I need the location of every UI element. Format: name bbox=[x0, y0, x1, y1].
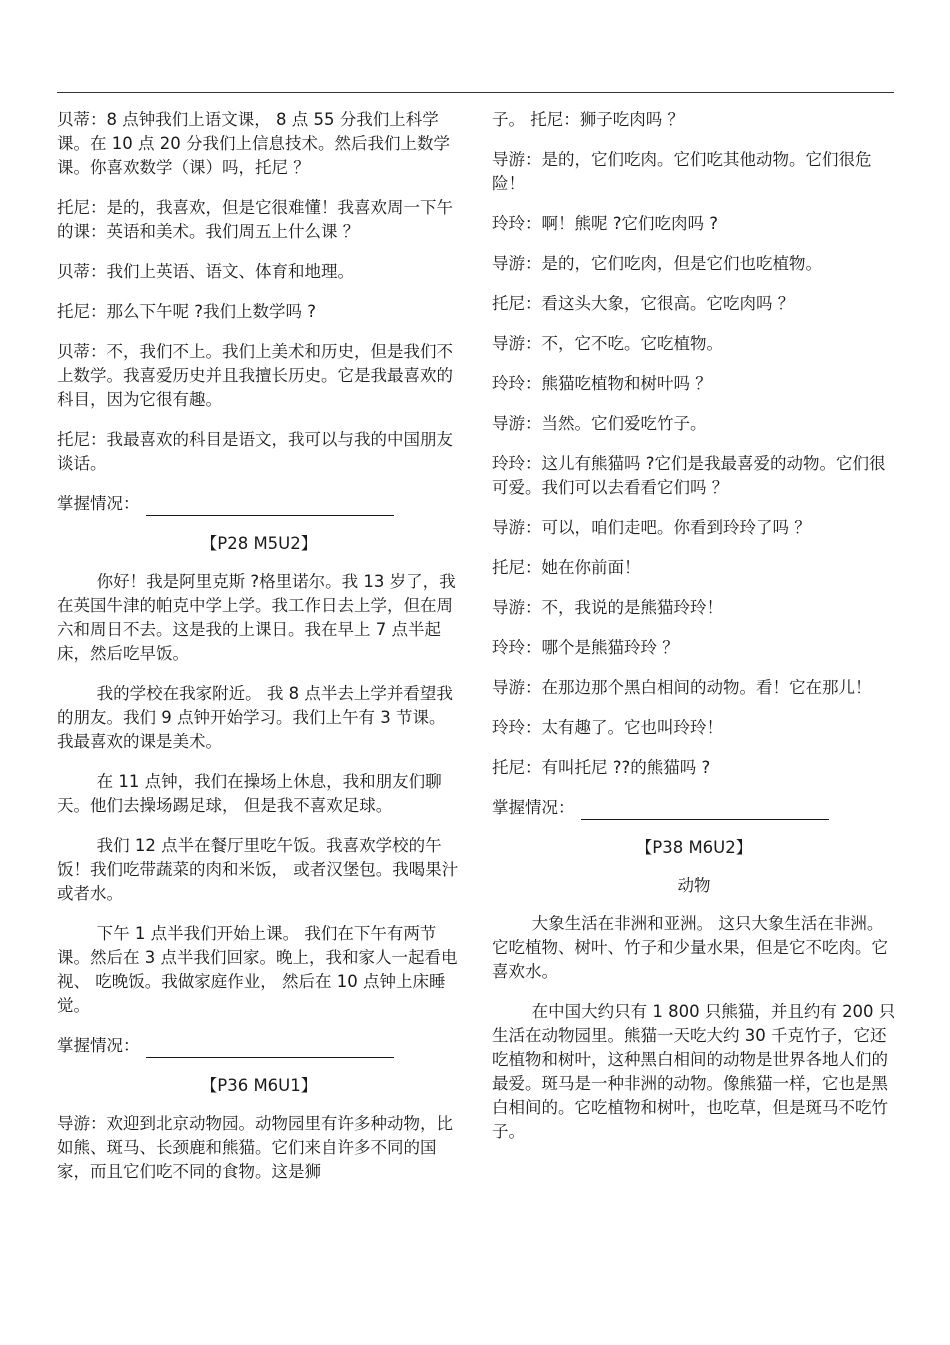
dialogue-line: 导游：是的，它们吃肉，但是它们也吃植物。 bbox=[492, 254, 822, 273]
paragraph: 导游：欢迎到北京动物园。动物园里有许多种动物，比如熊、斑马、长颈鹿和熊猫。它们来自许多不同的国家，而且它们吃不同的食物。这是狮 bbox=[57, 1114, 453, 1181]
paragraph: 你好！我是阿里克斯 ?格里诺尔。我 13 岁了，我在英国牛津的帕克中学上学。我工作日去上学，但在周六和周日不去。这是我的上课日。我在早上 7 点半起床，然后吃早饭。 bbox=[57, 572, 456, 663]
paragraph: 我们 12 点半在餐厅里吃午饭。我喜欢学校的午饭！我们吃带蔬菜的肉和米饭， 或者汉堡包。我喝果汁或者水。 bbox=[57, 836, 459, 903]
mastery-label: 掌握情况： bbox=[492, 798, 575, 817]
dialogue-line: 玲玲：啊！熊呢 ?它们吃肉吗 ? bbox=[492, 214, 719, 233]
paragraph: 在中国大约只有 1 800 只熊猫，并且约有 200 只生活在动物园里。熊猫一天吃大约 30 千克竹子，它还吃植物和树叶，这种黑白相间的动物是世界各地人们的最爱。斑马是一种非洲的动物。像熊猫一样，它也是黑白相间的。它吃植物和树叶，也吃草，但是斑马不吃竹子。 bbox=[492, 1002, 896, 1141]
paragraph: 在 11 点钟，我们在操场上休息，我和朋友们聊天。他们去操场踢足球， 但是我不喜欢足球。 bbox=[57, 772, 442, 815]
dialogue-line: 导游：在那边那个黑白相间的动物。看！它在那儿！ bbox=[492, 678, 872, 697]
mastery-label: 掌握情况： bbox=[57, 1036, 140, 1055]
section-heading: 【P36 M6U1】 bbox=[200, 1076, 318, 1095]
dialogue-line: 贝蒂：我们上英语、语文、体育和地理。 bbox=[57, 262, 354, 281]
dialogue-line: 导游：不，它不吃。它吃植物。 bbox=[492, 334, 723, 353]
dialogue-line: 托尼：有叫托尼 ??的熊猫吗 ? bbox=[492, 758, 711, 777]
dialogue-line: 托尼：我最喜欢的科目是语文，我可以与我的中国朋友谈话。 bbox=[57, 430, 453, 473]
paragraph: 下午 1 点半我们开始上课。 我们在下午有两节课。然后在 3 点半我们回家。晚上，我和家人一起看电视、 吃晚饭。我做家庭作业， 然后在 10 点钟上床睡觉。 bbox=[57, 924, 458, 1015]
left-column bbox=[57, 108, 461, 1200]
mastery-blank-line[interactable] bbox=[581, 801, 829, 820]
dialogue-line: 玲玲：这儿有熊猫吗 ?它们是我最喜爱的动物。它们很可爱。我们可以去看看它们吗 ？ bbox=[492, 454, 886, 497]
dialogue-line: 子。 托尼：狮子吃肉吗 ？ bbox=[492, 110, 684, 129]
dialogue-line: 托尼：看这头大象，它很高。它吃肉吗 ？ bbox=[492, 294, 795, 313]
dialogue-line: 导游：当然。它们爱吃竹子。 bbox=[492, 414, 707, 433]
mastery-row bbox=[492, 796, 896, 820]
paragraph: 我的学校在我家附近。 我 8 点半去上学并看望我的朋友。我们 9 点钟开始学习。我们上午有 3 节课。我最喜欢的课是美术。 bbox=[57, 684, 453, 751]
mastery-blank-line[interactable] bbox=[146, 497, 394, 516]
paragraph: 大象生活在非洲和亚洲。 这只大象生活在非洲。它吃植物、树叶、竹子和少量水果，但是它不吃肉。它喜欢水。 bbox=[492, 914, 888, 981]
top-divider bbox=[57, 92, 894, 93]
dialogue-line: 托尼：是的，我喜欢，但是它很难懂！我喜欢周一下午的课：英语和美术。我们周五上什么课 ？ bbox=[57, 198, 453, 241]
dialogue-line: 导游：不，我说的是熊猫玲玲！ bbox=[492, 598, 723, 617]
dialogue-line: 导游：是的，它们吃肉。它们吃其他动物。它们很危险！ bbox=[492, 150, 872, 193]
dialogue-line: 贝蒂：8 点钟我们上语文课， 8 点 55 分我们上科学课。在 10 点 20 分我们上信息技术。然后我们上数学课。你喜欢数学（课）吗，托尼 ？ bbox=[57, 110, 450, 177]
mastery-row bbox=[57, 492, 461, 516]
section-heading: 【P28 M5U2】 bbox=[200, 534, 318, 553]
dialogue-line: 玲玲：太有趣了。它也叫玲玲！ bbox=[492, 718, 723, 737]
dialogue-line: 贝蒂：不，我们不上。我们上美术和历史，但是我们不上数学。我喜爱历史并且我擅长历史。它是我最喜欢的科目，因为它很有趣。 bbox=[57, 342, 453, 409]
mastery-label: 掌握情况： bbox=[57, 494, 140, 513]
dialogue-line: 玲玲：哪个是熊猫玲玲 ？ bbox=[492, 638, 679, 657]
section-heading: 【P38 M6U2】 bbox=[635, 838, 753, 857]
right-column bbox=[492, 108, 896, 1160]
dialogue-line: 导游：可以，咱们走吧。你看到玲玲了吗 ？ bbox=[492, 518, 811, 537]
dialogue-line: 玲玲：熊猫吃植物和树叶吗 ？ bbox=[492, 374, 712, 393]
section-subheading: 动物 bbox=[677, 876, 711, 895]
mastery-row bbox=[57, 1034, 461, 1058]
dialogue-line: 托尼：那么下午呢 ?我们上数学吗 ? bbox=[57, 302, 317, 321]
mastery-blank-line[interactable] bbox=[146, 1039, 394, 1058]
dialogue-line: 托尼：她在你前面！ bbox=[492, 558, 641, 577]
